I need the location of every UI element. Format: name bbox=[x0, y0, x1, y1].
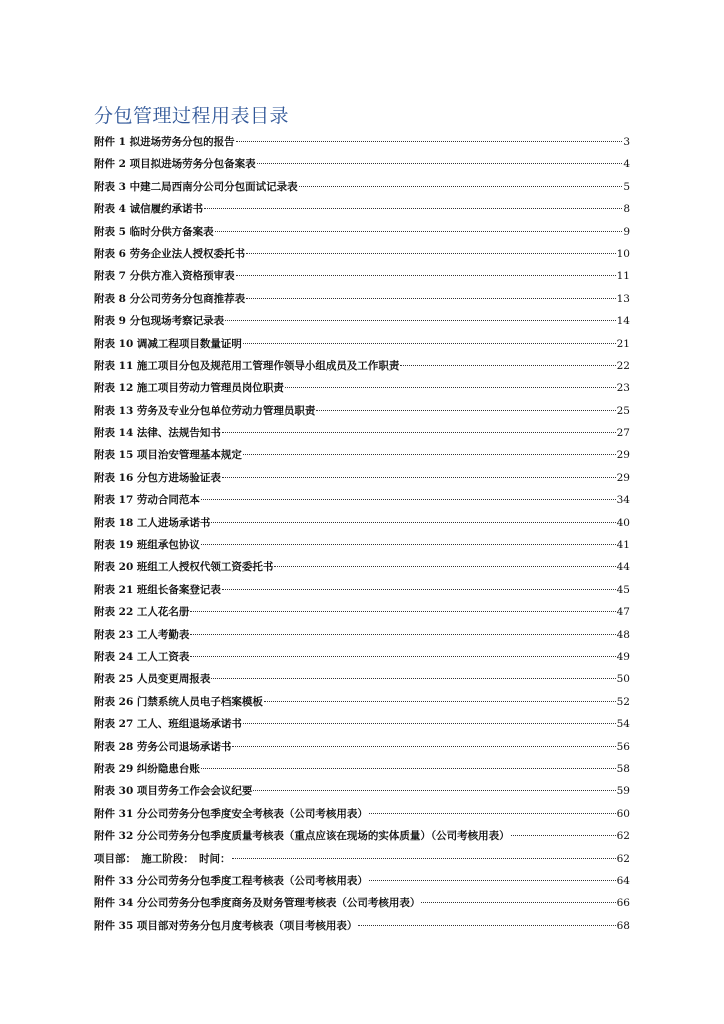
toc-dot-leader bbox=[190, 656, 615, 657]
toc-entry-page-number: 34 bbox=[616, 494, 630, 507]
toc-entry-page-number: 29 bbox=[616, 471, 630, 484]
toc-entry-page-number: 59 bbox=[616, 785, 630, 798]
toc-entry-page-number: 52 bbox=[616, 695, 630, 708]
toc-entry[interactable] bbox=[94, 221, 630, 243]
toc-entry-page-number: 66 bbox=[616, 897, 630, 910]
toc-entry[interactable] bbox=[94, 736, 630, 758]
toc-entry-page-number: 56 bbox=[616, 740, 630, 753]
toc-entry[interactable] bbox=[94, 803, 630, 825]
toc-entry-page-number: 27 bbox=[616, 427, 630, 440]
toc-entry[interactable] bbox=[94, 243, 630, 265]
toc-entry[interactable] bbox=[94, 198, 630, 220]
toc-dot-leader bbox=[232, 858, 616, 859]
toc-entry-label: 项目部： 施工阶段： 时间： bbox=[94, 852, 231, 865]
toc-entry[interactable] bbox=[94, 668, 630, 690]
toc-dot-leader bbox=[274, 566, 615, 567]
toc-entry[interactable] bbox=[94, 848, 630, 870]
toc-entry-page-number: 48 bbox=[616, 628, 630, 641]
toc-dot-leader bbox=[232, 746, 615, 747]
toc-dot-leader bbox=[358, 925, 615, 926]
toc-entry-page-number: 5 bbox=[623, 180, 630, 193]
toc-dot-leader bbox=[190, 634, 615, 635]
toc-dot-leader bbox=[257, 163, 623, 164]
toc-dot-leader bbox=[236, 141, 623, 142]
toc-entry[interactable] bbox=[94, 713, 630, 735]
toc-dot-leader bbox=[204, 208, 622, 209]
toc-entry-label: 附表 4 诚信履约承诺书 bbox=[94, 203, 204, 216]
toc-entry[interactable] bbox=[94, 400, 630, 422]
toc-entry-label: 附件 32 分公司劳务分包季度质量考核表（重点应该在现场的实体质量）（公司考核用表） bbox=[94, 830, 510, 843]
toc-entry-label: 附表 7 分供方准入资格预审表 bbox=[94, 270, 235, 283]
toc-entry-label: 附表 8 分公司劳务分包商推荐表 bbox=[94, 292, 246, 305]
toc-entry-page-number: 50 bbox=[616, 673, 630, 686]
toc-dot-leader bbox=[511, 835, 616, 836]
toc-dot-leader bbox=[236, 275, 616, 276]
toc-entry[interactable] bbox=[94, 377, 630, 399]
toc-entry-label: 附表 20 班组工人授权代领工资委托书 bbox=[94, 561, 274, 574]
toc-entry[interactable] bbox=[94, 422, 630, 444]
toc-dot-leader bbox=[246, 253, 616, 254]
toc-entry-page-number: 10 bbox=[616, 247, 630, 260]
toc-entry-label: 附表 9 分包现场考察记录表 bbox=[94, 315, 225, 328]
toc-entry-label: 附表 21 班组长备案登记表 bbox=[94, 583, 221, 596]
toc-entry-label: 附表 24 工人工资表 bbox=[94, 650, 190, 663]
toc-dot-leader bbox=[253, 790, 615, 791]
toc-entry-page-number: 47 bbox=[616, 606, 630, 619]
toc-entry-label: 附表 3 中建二局西南分公司分包面试记录表 bbox=[94, 180, 298, 193]
toc-entry[interactable] bbox=[94, 691, 630, 713]
toc-entry[interactable] bbox=[94, 489, 630, 511]
toc-entry-page-number: 44 bbox=[616, 561, 630, 574]
toc-entry-label: 附件 33 分公司劳务分包季度工程考核表（公司考核用表） bbox=[94, 874, 368, 887]
toc-entry[interactable] bbox=[94, 780, 630, 802]
toc-dot-leader bbox=[285, 387, 616, 388]
toc-entry[interactable] bbox=[94, 579, 630, 601]
toc-dot-leader bbox=[243, 723, 616, 724]
toc-entry[interactable] bbox=[94, 870, 630, 892]
toc-entry[interactable] bbox=[94, 556, 630, 578]
toc-entry[interactable] bbox=[94, 467, 630, 489]
toc-entry[interactable] bbox=[94, 825, 630, 847]
toc-entry-page-number: 62 bbox=[616, 852, 630, 865]
toc-title: 分包管理过程用表目录 bbox=[94, 105, 290, 127]
toc-entry-page-number: 45 bbox=[616, 583, 630, 596]
toc-entry-label: 附件 2 项目拟进场劳务分包备案表 bbox=[94, 158, 256, 171]
toc-entry[interactable] bbox=[94, 355, 630, 377]
toc-dot-leader bbox=[211, 678, 615, 679]
toc-entry[interactable] bbox=[94, 288, 630, 310]
toc-entry[interactable] bbox=[94, 646, 630, 668]
toc-dot-leader bbox=[225, 320, 616, 321]
toc-entry-page-number: 9 bbox=[623, 225, 630, 238]
toc-entry-page-number: 8 bbox=[623, 203, 630, 216]
toc-entry-label: 附表 19 班组承包协议 bbox=[94, 539, 200, 552]
toc-dot-leader bbox=[243, 454, 616, 455]
toc-entry-page-number: 68 bbox=[616, 919, 630, 932]
toc-entry-label: 附表 10 调减工程项目数量证明 bbox=[94, 337, 242, 350]
toc-entry-label: 附表 27 工人、班组退场承诺书 bbox=[94, 718, 242, 731]
toc-dot-leader bbox=[316, 410, 615, 411]
toc-entry[interactable] bbox=[94, 333, 630, 355]
toc-entry-label: 附表 25 人员变更周报表 bbox=[94, 673, 211, 686]
toc-entry-page-number: 58 bbox=[616, 762, 630, 775]
toc-dot-leader bbox=[222, 477, 616, 478]
toc-entry-page-number: 29 bbox=[616, 449, 630, 462]
toc-entry-label: 附表 22 工人花名册 bbox=[94, 606, 190, 619]
toc-entry-label: 附件 34 分公司劳务分包季度商务及财务管理考核表（公司考核用表） bbox=[94, 897, 421, 910]
toc-entry[interactable] bbox=[94, 892, 630, 914]
toc-entry-page-number: 4 bbox=[623, 158, 630, 171]
toc-dot-leader bbox=[369, 880, 616, 881]
toc-dot-leader bbox=[201, 544, 616, 545]
toc-entry-page-number: 13 bbox=[616, 292, 630, 305]
toc-dot-leader bbox=[421, 902, 615, 903]
toc-dot-leader bbox=[243, 343, 616, 344]
toc-dot-leader bbox=[369, 813, 616, 814]
toc-entry-page-number: 60 bbox=[616, 807, 630, 820]
toc-entry[interactable] bbox=[94, 601, 630, 623]
toc-entry-page-number: 21 bbox=[616, 337, 630, 350]
toc-entry[interactable] bbox=[94, 310, 630, 332]
toc-entry-label: 附表 14 法律、法规告知书 bbox=[94, 427, 221, 440]
toc-entry-label: 附表 15 项目治安管理基本规定 bbox=[94, 449, 242, 462]
toc-dot-leader bbox=[222, 589, 616, 590]
toc-dot-leader bbox=[201, 499, 616, 500]
toc-entry[interactable] bbox=[94, 915, 630, 937]
toc-dot-leader bbox=[211, 522, 615, 523]
toc-dot-leader bbox=[246, 298, 616, 299]
toc-entry-label: 附表 28 劳务公司退场承诺书 bbox=[94, 740, 232, 753]
toc-entry-page-number: 3 bbox=[623, 136, 630, 148]
toc-entry[interactable] bbox=[94, 176, 630, 198]
toc-entry-page-number: 62 bbox=[616, 830, 630, 843]
toc-entry-page-number: 40 bbox=[616, 516, 630, 529]
toc-entry[interactable] bbox=[94, 624, 630, 646]
toc-entry-label: 附表 12 施工项目劳动力管理员岗位职责 bbox=[94, 382, 284, 395]
toc-entry-page-number: 64 bbox=[616, 874, 630, 887]
toc-entry[interactable] bbox=[94, 758, 630, 780]
toc-dot-leader bbox=[400, 365, 615, 366]
toc-entry[interactable] bbox=[94, 444, 630, 466]
toc-entry-page-number: 41 bbox=[616, 539, 630, 552]
toc-entry-page-number: 54 bbox=[616, 718, 630, 731]
toc-entry-label: 附表 30 项目劳务工作会会议纪要 bbox=[94, 785, 253, 798]
toc-entry-label: 附表 26 门禁系统人员电子档案模板 bbox=[94, 695, 263, 708]
toc-entry-page-number: 11 bbox=[616, 270, 630, 283]
toc-entry-label: 附表 29 纠纷隐患台账 bbox=[94, 762, 200, 775]
toc-entry[interactable] bbox=[94, 153, 630, 175]
toc-entry-label: 附表 23 工人考勤表 bbox=[94, 628, 190, 641]
toc-list bbox=[94, 131, 630, 937]
toc-dot-leader bbox=[222, 432, 616, 433]
toc-entry-page-number: 14 bbox=[616, 315, 630, 328]
toc-entry-label: 附表 13 劳务及专业分包单位劳动力管理员职责 bbox=[94, 404, 316, 417]
toc-entry-label: 附表 11 施工项目分包及规范用工管理作领导小组成员及工作职责 bbox=[94, 359, 400, 372]
toc-entry-page-number: 49 bbox=[616, 650, 630, 663]
toc-dot-leader bbox=[264, 701, 616, 702]
toc-dot-leader bbox=[299, 186, 623, 187]
toc-dot-leader bbox=[190, 611, 615, 612]
toc-dot-leader bbox=[201, 768, 616, 769]
toc-entry[interactable] bbox=[94, 265, 630, 287]
toc-entry[interactable] bbox=[94, 534, 630, 556]
toc-entry[interactable] bbox=[94, 131, 630, 153]
toc-entry-label: 附表 16 分包方进场验证表 bbox=[94, 471, 221, 484]
toc-entry[interactable] bbox=[94, 512, 630, 534]
toc-entry-label: 附表 18 工人进场承诺书 bbox=[94, 516, 211, 529]
toc-entry-label: 附表 17 劳动合同范本 bbox=[94, 494, 200, 507]
toc-entry-page-number: 23 bbox=[616, 382, 630, 395]
toc-entry-label: 附表 6 劳务企业法人授权委托书 bbox=[94, 247, 246, 260]
toc-entry-label: 附件 35 项目部对劳务分包月度考核表（项目考核用表） bbox=[94, 919, 358, 932]
toc-entry-page-number: 25 bbox=[616, 404, 630, 417]
toc-dot-leader bbox=[215, 231, 623, 232]
toc-entry-label: 附表 5 临时分供方备案表 bbox=[94, 225, 214, 238]
toc-entry-page-number: 22 bbox=[616, 359, 630, 372]
toc-entry-label: 附件 31 分公司劳务分包季度安全考核表（公司考核用表） bbox=[94, 807, 368, 820]
toc-entry-label: 附件 1 拟进场劳务分包的报告 bbox=[94, 136, 235, 148]
